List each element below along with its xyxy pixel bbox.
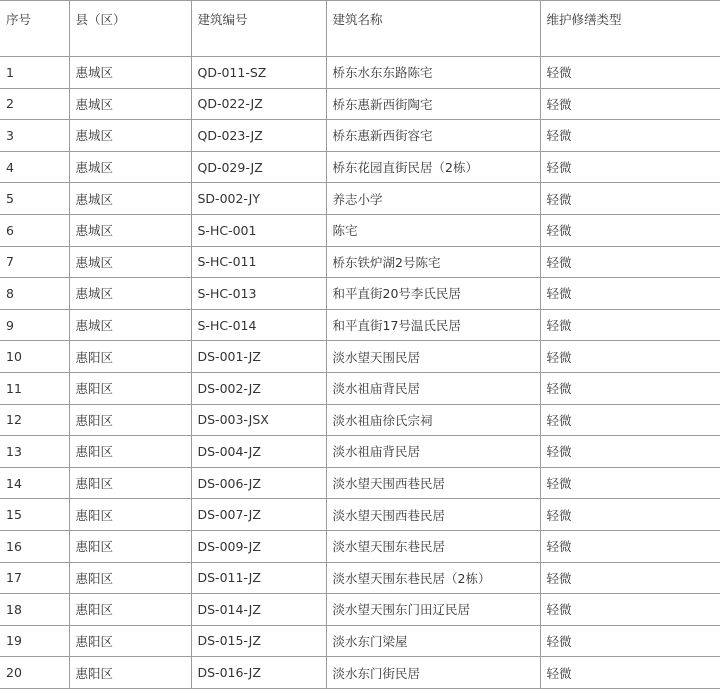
cell-repair-type: 轻微	[540, 151, 720, 183]
cell-repair-type: 轻微	[540, 499, 720, 531]
table-row	[0, 657, 720, 689]
cell-building-code: DS-007-JZ	[191, 499, 326, 531]
cell-county: 惠阳区	[69, 530, 191, 562]
cell-building-code: QD-029-JZ	[191, 151, 326, 183]
cell-index: 3	[0, 120, 69, 152]
cell-building-name: 桥东花园直街民居（2栋）	[326, 151, 540, 183]
cell-county: 惠阳区	[69, 467, 191, 499]
cell-index: 15	[0, 499, 69, 531]
cell-building-name: 淡水祖庙背民居	[326, 372, 540, 404]
cell-building-name: 淡水东门街民居	[326, 657, 540, 689]
cell-building-code: SD-002-JY	[191, 183, 326, 215]
cell-repair-type: 轻微	[540, 183, 720, 215]
cell-county: 惠阳区	[69, 436, 191, 468]
table-row	[0, 57, 720, 89]
cell-county: 惠城区	[69, 309, 191, 341]
cell-building-name: 淡水望天围西巷民居	[326, 499, 540, 531]
table-row	[0, 88, 720, 120]
cell-building-code: DS-003-JSX	[191, 404, 326, 436]
cell-building-code: DS-015-JZ	[191, 625, 326, 657]
cell-index: 6	[0, 214, 69, 246]
cell-building-code: DS-009-JZ	[191, 530, 326, 562]
cell-index: 16	[0, 530, 69, 562]
cell-building-name: 淡水望天围东巷民居	[326, 530, 540, 562]
cell-index: 2	[0, 88, 69, 120]
cell-index: 17	[0, 562, 69, 594]
cell-county: 惠阳区	[69, 657, 191, 689]
header-repair-type: 维护修缮类型	[540, 1, 720, 57]
cell-county: 惠阳区	[69, 499, 191, 531]
cell-county: 惠阳区	[69, 404, 191, 436]
table-row	[0, 214, 720, 246]
table-row	[0, 309, 720, 341]
cell-index: 7	[0, 246, 69, 278]
cell-index: 14	[0, 467, 69, 499]
cell-repair-type: 轻微	[540, 120, 720, 152]
header-building-name: 建筑名称	[326, 1, 540, 57]
cell-building-code: DS-014-JZ	[191, 594, 326, 626]
cell-county: 惠城区	[69, 214, 191, 246]
cell-county: 惠城区	[69, 120, 191, 152]
cell-repair-type: 轻微	[540, 341, 720, 373]
cell-index: 13	[0, 436, 69, 468]
cell-repair-type: 轻微	[540, 214, 720, 246]
cell-index: 12	[0, 404, 69, 436]
header-index: 序号	[0, 1, 69, 57]
cell-repair-type: 轻微	[540, 278, 720, 310]
cell-building-name: 和平直街17号温氏民居	[326, 309, 540, 341]
cell-repair-type: 轻微	[540, 372, 720, 404]
cell-county: 惠城区	[69, 88, 191, 120]
cell-index: 1	[0, 57, 69, 89]
table-row	[0, 436, 720, 468]
cell-building-code: DS-002-JZ	[191, 372, 326, 404]
table-row	[0, 467, 720, 499]
table-body	[0, 57, 720, 689]
table-row	[0, 530, 720, 562]
cell-repair-type: 轻微	[540, 404, 720, 436]
header-building-code: 建筑编号	[191, 1, 326, 57]
cell-repair-type: 轻微	[540, 88, 720, 120]
cell-county: 惠阳区	[69, 594, 191, 626]
cell-index: 9	[0, 309, 69, 341]
cell-repair-type: 轻微	[540, 562, 720, 594]
header-row	[0, 1, 720, 57]
cell-index: 11	[0, 372, 69, 404]
cell-county: 惠城区	[69, 183, 191, 215]
cell-county: 惠阳区	[69, 341, 191, 373]
cell-building-code: DS-016-JZ	[191, 657, 326, 689]
cell-county: 惠城区	[69, 278, 191, 310]
cell-repair-type: 轻微	[540, 309, 720, 341]
cell-building-code: QD-011-SZ	[191, 57, 326, 89]
cell-building-name: 桥东铁炉湖2号陈宅	[326, 246, 540, 278]
cell-building-name: 陈宅	[326, 214, 540, 246]
cell-county: 惠城区	[69, 246, 191, 278]
cell-repair-type: 轻微	[540, 625, 720, 657]
cell-index: 4	[0, 151, 69, 183]
cell-county: 惠城区	[69, 57, 191, 89]
table-row	[0, 372, 720, 404]
cell-county: 惠阳区	[69, 625, 191, 657]
table-row	[0, 120, 720, 152]
table-row	[0, 341, 720, 373]
header-county: 县（区）	[69, 1, 191, 57]
table-header	[0, 1, 720, 57]
cell-building-code: S-HC-013	[191, 278, 326, 310]
cell-building-name: 淡水祖庙徐氏宗祠	[326, 404, 540, 436]
table-row	[0, 404, 720, 436]
cell-repair-type: 轻微	[540, 467, 720, 499]
cell-building-code: DS-004-JZ	[191, 436, 326, 468]
cell-building-name: 和平直街20号李氏民居	[326, 278, 540, 310]
cell-index: 10	[0, 341, 69, 373]
cell-repair-type: 轻微	[540, 57, 720, 89]
cell-building-name: 淡水望天围民居	[326, 341, 540, 373]
table-row	[0, 625, 720, 657]
cell-building-name: 淡水望天围东巷民居（2栋）	[326, 562, 540, 594]
cell-repair-type: 轻微	[540, 657, 720, 689]
cell-index: 5	[0, 183, 69, 215]
table-row	[0, 594, 720, 626]
cell-building-name: 淡水望天围西巷民居	[326, 467, 540, 499]
cell-building-code: QD-023-JZ	[191, 120, 326, 152]
cell-county: 惠阳区	[69, 562, 191, 594]
cell-building-code: QD-022-JZ	[191, 88, 326, 120]
table-row	[0, 499, 720, 531]
cell-building-code: S-HC-014	[191, 309, 326, 341]
table-row	[0, 562, 720, 594]
cell-index: 20	[0, 657, 69, 689]
cell-repair-type: 轻微	[540, 530, 720, 562]
cell-building-name: 淡水望天围东门田辽民居	[326, 594, 540, 626]
cell-building-name: 桥东惠新西街陶宅	[326, 88, 540, 120]
cell-building-name: 养志小学	[326, 183, 540, 215]
cell-index: 19	[0, 625, 69, 657]
cell-county: 惠城区	[69, 151, 191, 183]
cell-building-code: DS-001-JZ	[191, 341, 326, 373]
cell-building-name: 桥东水东东路陈宅	[326, 57, 540, 89]
cell-building-code: DS-011-JZ	[191, 562, 326, 594]
cell-building-name: 淡水祖庙背民居	[326, 436, 540, 468]
cell-county: 惠阳区	[69, 372, 191, 404]
cell-index: 18	[0, 594, 69, 626]
table-row	[0, 183, 720, 215]
table-row	[0, 278, 720, 310]
cell-building-name: 淡水东门梁屋	[326, 625, 540, 657]
table-row	[0, 151, 720, 183]
cell-building-code: DS-006-JZ	[191, 467, 326, 499]
table-row	[0, 246, 720, 278]
cell-building-code: S-HC-001	[191, 214, 326, 246]
cell-index: 8	[0, 278, 69, 310]
cell-repair-type: 轻微	[540, 246, 720, 278]
cell-repair-type: 轻微	[540, 594, 720, 626]
cell-building-name: 桥东惠新西街容宅	[326, 120, 540, 152]
cell-building-code: S-HC-011	[191, 246, 326, 278]
cell-repair-type: 轻微	[540, 436, 720, 468]
